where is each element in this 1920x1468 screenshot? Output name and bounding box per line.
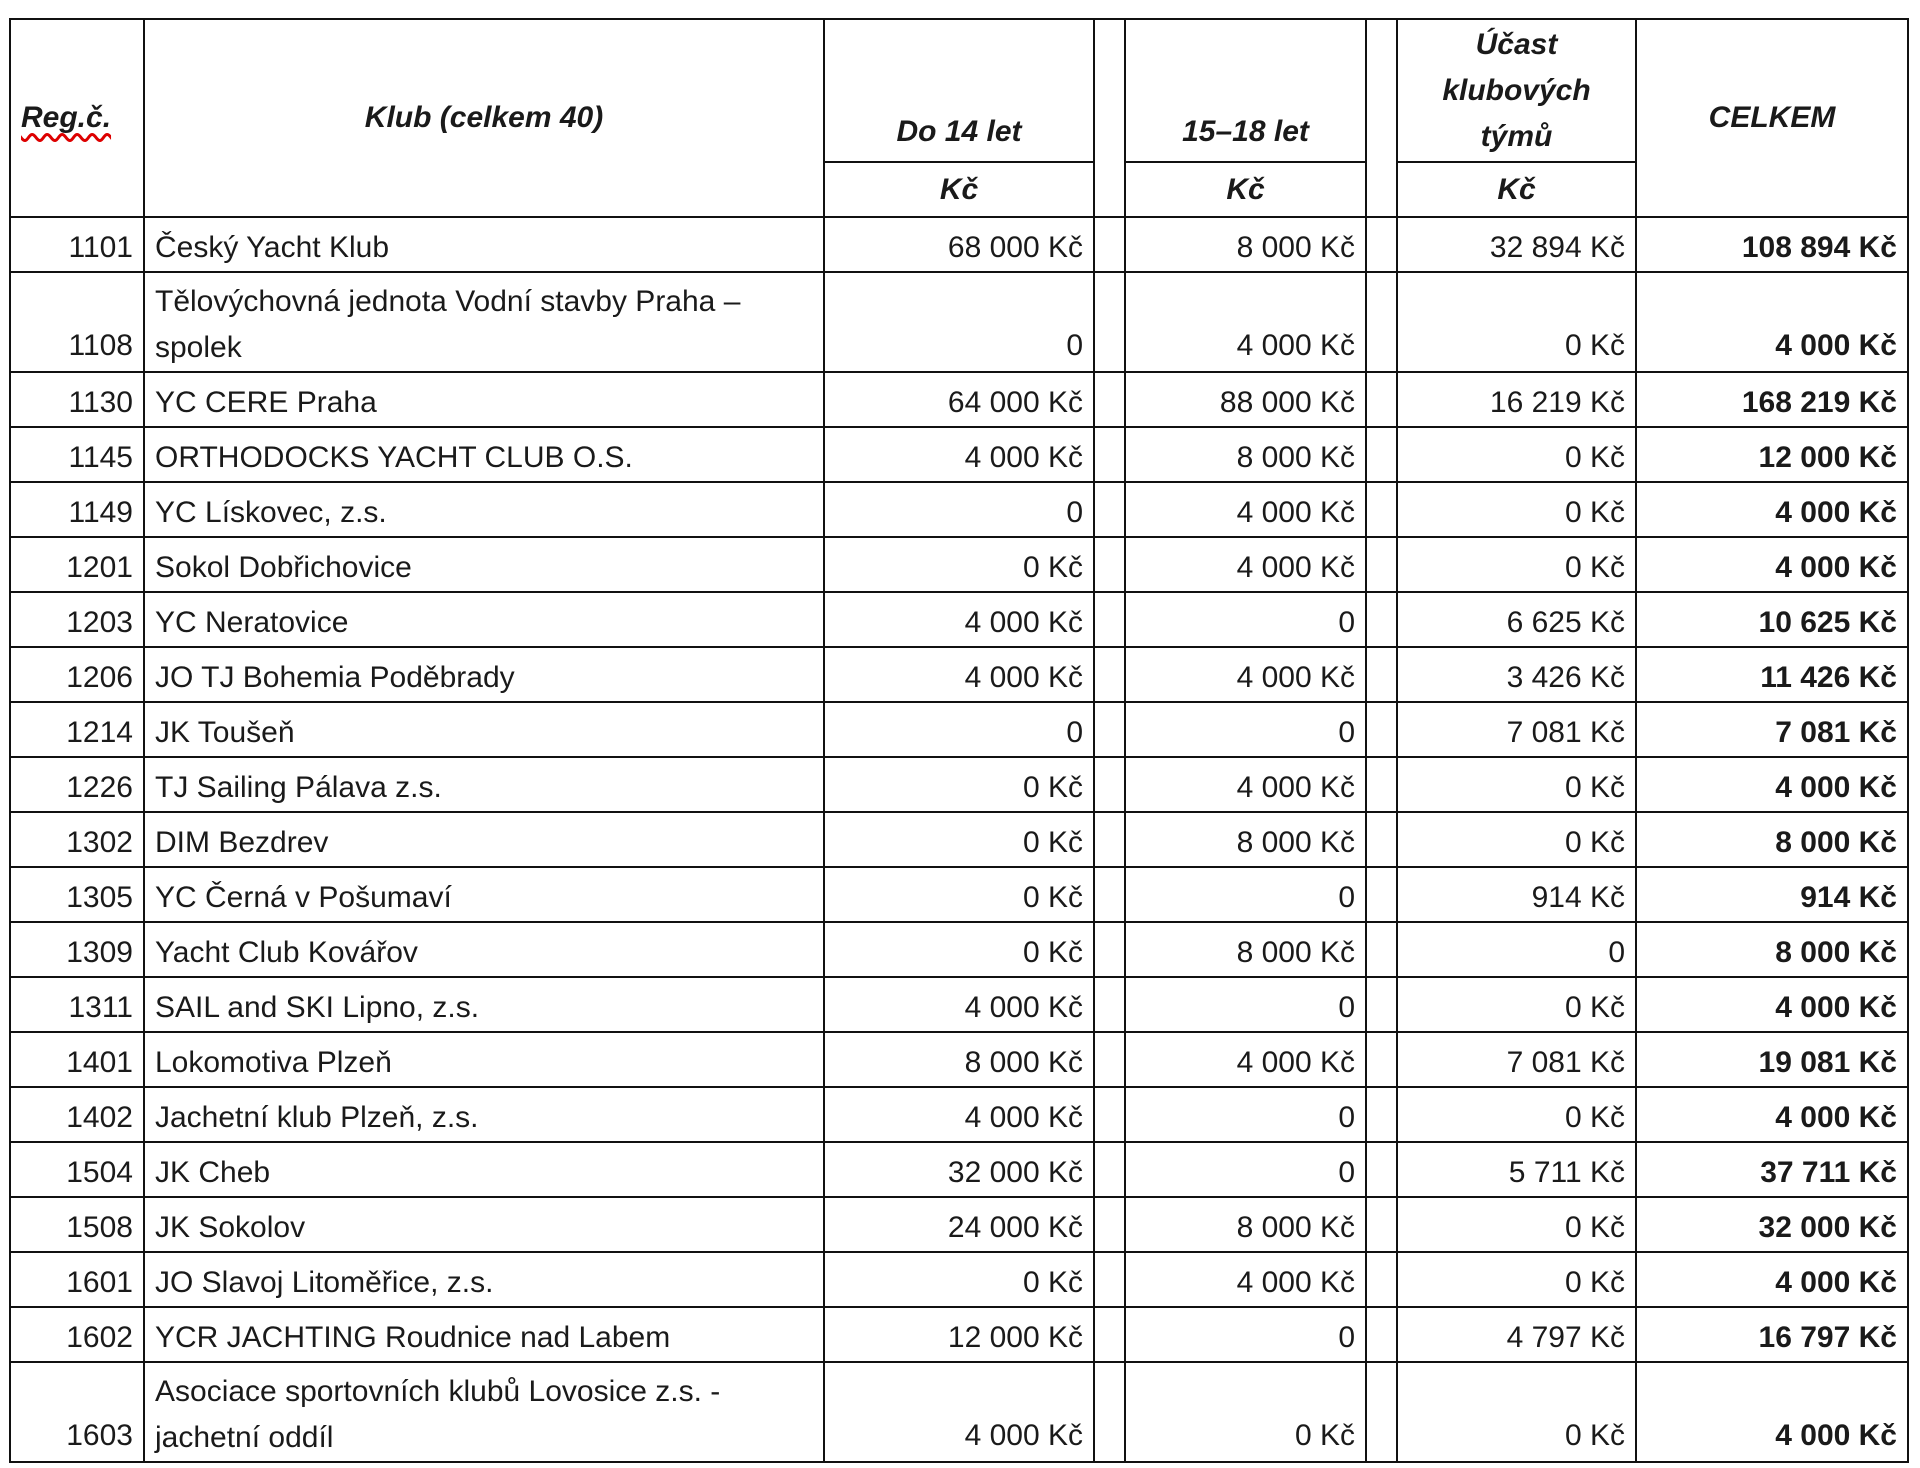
amount-under14: 32 000 Kč: [824, 1142, 1094, 1197]
amount-under14: 0 Kč: [824, 537, 1094, 592]
amount-15-18: 0: [1125, 702, 1366, 757]
club-name: YC Neratovice: [144, 592, 824, 647]
amount-total: 4 000 Kč: [1636, 482, 1908, 537]
amount-total: 4 000 Kč: [1636, 757, 1908, 812]
spacer-cell: [1094, 1032, 1125, 1087]
table-row: [10, 217, 1908, 272]
amount-team: 0 Kč: [1397, 537, 1636, 592]
amount-15-18: 4 000 Kč: [1125, 272, 1366, 372]
spacer-cell: [1094, 867, 1125, 922]
amount-15-18: 4 000 Kč: [1125, 537, 1366, 592]
amount-under14: 0 Kč: [824, 812, 1094, 867]
reg-number: 1206: [10, 647, 144, 702]
club-name: Český Yacht Klub: [144, 217, 824, 272]
amount-15-18: 4 000 Kč: [1125, 757, 1366, 812]
table-row: [10, 867, 1908, 922]
amount-team: 0 Kč: [1397, 272, 1636, 372]
club-name: Yacht Club Kovářov: [144, 922, 824, 977]
amount-team: 4 797 Kč: [1397, 1307, 1636, 1362]
spacer-cell: [1094, 217, 1125, 272]
amount-15-18: 8 000 Kč: [1125, 217, 1366, 272]
amount-15-18: 4 000 Kč: [1125, 1252, 1366, 1307]
amount-under14: 4 000 Kč: [824, 647, 1094, 702]
amount-team: 914 Kč: [1397, 867, 1636, 922]
table-row: [10, 812, 1908, 867]
spacer-cell: [1366, 537, 1397, 592]
reg-number: 1402: [10, 1087, 144, 1142]
amount-total: 914 Kč: [1636, 867, 1908, 922]
amount-under14: 0 Kč: [824, 867, 1094, 922]
spacer-cell: [1094, 1362, 1125, 1462]
amount-under14: 4 000 Kč: [824, 977, 1094, 1032]
amount-team: 0 Kč: [1397, 482, 1636, 537]
reg-number: 1214: [10, 702, 144, 757]
spacer-cell: [1366, 977, 1397, 1032]
amount-under14: 0: [824, 272, 1094, 372]
amount-team: 0: [1397, 922, 1636, 977]
reg-number: 1401: [10, 1032, 144, 1087]
amount-15-18: 4 000 Kč: [1125, 482, 1366, 537]
spacer-cell: [1094, 372, 1125, 427]
unit-15-18: Kč: [1125, 162, 1366, 217]
spacer-cell: [1094, 1252, 1125, 1307]
table-row: [10, 702, 1908, 757]
club-name: JK Cheb: [144, 1142, 824, 1197]
header-club: Klub (celkem 40): [144, 19, 824, 217]
spacer-cell: [1366, 1362, 1397, 1462]
amount-total: 4 000 Kč: [1636, 272, 1908, 372]
table-row: [10, 272, 1908, 372]
amount-total: 11 426 Kč: [1636, 647, 1908, 702]
reg-number: 1309: [10, 922, 144, 977]
spacer-cell: [1366, 1252, 1397, 1307]
amount-total: 7 081 Kč: [1636, 702, 1908, 757]
amount-15-18: 0: [1125, 1307, 1366, 1362]
table-row: [10, 1142, 1908, 1197]
amount-total: 37 711 Kč: [1636, 1142, 1908, 1197]
amount-total: 10 625 Kč: [1636, 592, 1908, 647]
spacer-cell: [1366, 1032, 1397, 1087]
header-under14: Do 14 let: [824, 19, 1094, 162]
amount-under14: 0 Kč: [824, 922, 1094, 977]
spacer-cell: [1366, 812, 1397, 867]
amount-total: 12 000 Kč: [1636, 427, 1908, 482]
amount-team: 0 Kč: [1397, 757, 1636, 812]
club-name: TJ Sailing Pálava z.s.: [144, 757, 824, 812]
amount-total: 8 000 Kč: [1636, 812, 1908, 867]
spacer-cell: [1366, 217, 1397, 272]
spacer-cell: [1366, 1142, 1397, 1197]
amount-15-18: 4 000 Kč: [1125, 1032, 1366, 1087]
spacer-cell: [1094, 1197, 1125, 1252]
amount-15-18: 8 000 Kč: [1125, 922, 1366, 977]
amount-team: 0 Kč: [1397, 1252, 1636, 1307]
club-name: Jachetní klub Plzeň, z.s.: [144, 1087, 824, 1142]
amount-15-18: 8 000 Kč: [1125, 812, 1366, 867]
amount-total: 19 081 Kč: [1636, 1032, 1908, 1087]
table-row: [10, 592, 1908, 647]
spacer-cell: [1366, 647, 1397, 702]
header-reg: Reg.č.: [10, 19, 144, 217]
amount-team: 0 Kč: [1397, 1087, 1636, 1142]
amount-15-18: 0: [1125, 1142, 1366, 1197]
spacer-cell: [1094, 812, 1125, 867]
spacer-cell: [1366, 702, 1397, 757]
spacer-cell: [1366, 1307, 1397, 1362]
spacer-cell: [1094, 592, 1125, 647]
amount-15-18: 88 000 Kč: [1125, 372, 1366, 427]
amount-total: 4 000 Kč: [1636, 977, 1908, 1032]
unit-under14: Kč: [824, 162, 1094, 217]
club-name: SAIL and SKI Lipno, z.s.: [144, 977, 824, 1032]
amount-15-18: 0: [1125, 977, 1366, 1032]
reg-number: 1508: [10, 1197, 144, 1252]
unit-team: Kč: [1397, 162, 1636, 217]
club-name: YC CERE Praha: [144, 372, 824, 427]
table-row: [10, 647, 1908, 702]
table-row: [10, 1087, 1908, 1142]
spacer-cell: [1366, 757, 1397, 812]
club-name: ORTHODOCKS YACHT CLUB O.S.: [144, 427, 824, 482]
table-row: [10, 427, 1908, 482]
reg-number: 1101: [10, 217, 144, 272]
amount-under14: 64 000 Kč: [824, 372, 1094, 427]
header-team: Účast klubových týmů: [1397, 19, 1636, 162]
amount-15-18: 0: [1125, 592, 1366, 647]
table-row: [10, 1307, 1908, 1362]
spacer-cell: [1366, 922, 1397, 977]
spacer-cell: [1094, 757, 1125, 812]
amount-under14: 0: [824, 482, 1094, 537]
club-name: YC Černá v Pošumaví: [144, 867, 824, 922]
amount-total: 168 219 Kč: [1636, 372, 1908, 427]
reg-number: 1149: [10, 482, 144, 537]
amount-15-18: 0 Kč: [1125, 1362, 1366, 1462]
spacer-column: [1094, 19, 1125, 217]
amount-team: 16 219 Kč: [1397, 372, 1636, 427]
reg-number: 1302: [10, 812, 144, 867]
amount-15-18: 4 000 Kč: [1125, 647, 1366, 702]
amount-team: 0 Kč: [1397, 1362, 1636, 1462]
amount-15-18: 0: [1125, 1087, 1366, 1142]
amount-under14: 68 000 Kč: [824, 217, 1094, 272]
amount-under14: 12 000 Kč: [824, 1307, 1094, 1362]
table-row: [10, 1362, 1908, 1462]
spacer-cell: [1366, 1197, 1397, 1252]
spacer-cell: [1366, 592, 1397, 647]
amount-team: 0 Kč: [1397, 977, 1636, 1032]
amount-team: 3 426 Kč: [1397, 647, 1636, 702]
club-name: YC Lískovec, z.s.: [144, 482, 824, 537]
amount-total: 32 000 Kč: [1636, 1197, 1908, 1252]
reg-number: 1145: [10, 427, 144, 482]
reg-number: 1311: [10, 977, 144, 1032]
club-name: DIM Bezdrev: [144, 812, 824, 867]
table-row: [10, 537, 1908, 592]
reg-number: 1108: [10, 272, 144, 372]
reg-number: 1201: [10, 537, 144, 592]
reg-number: 1504: [10, 1142, 144, 1197]
amount-under14: 4 000 Kč: [824, 1087, 1094, 1142]
amount-under14: 24 000 Kč: [824, 1197, 1094, 1252]
reg-number: 1226: [10, 757, 144, 812]
spacer-cell: [1094, 427, 1125, 482]
amount-under14: 0 Kč: [824, 1252, 1094, 1307]
amount-under14: 0 Kč: [824, 757, 1094, 812]
amount-15-18: 8 000 Kč: [1125, 1197, 1366, 1252]
amount-under14: 4 000 Kč: [824, 1362, 1094, 1462]
spacer-cell: [1366, 372, 1397, 427]
amount-15-18: 8 000 Kč: [1125, 427, 1366, 482]
club-name: JK Toušeň: [144, 702, 824, 757]
spacer-cell: [1094, 1087, 1125, 1142]
reg-number: 1203: [10, 592, 144, 647]
reg-number: 1130: [10, 372, 144, 427]
amount-total: 4 000 Kč: [1636, 1362, 1908, 1462]
header-total: CELKEM: [1636, 19, 1908, 217]
amount-15-18: 0: [1125, 867, 1366, 922]
spacer-column: [1366, 19, 1397, 217]
table-row: [10, 372, 1908, 427]
table-row: [10, 1197, 1908, 1252]
amount-team: 7 081 Kč: [1397, 702, 1636, 757]
amount-under14: 8 000 Kč: [824, 1032, 1094, 1087]
club-name: JO TJ Bohemia Poděbrady: [144, 647, 824, 702]
spacer-cell: [1366, 272, 1397, 372]
amount-under14: 4 000 Kč: [824, 427, 1094, 482]
club-name: Lokomotiva Plzeň: [144, 1032, 824, 1087]
spacer-cell: [1094, 922, 1125, 977]
spacer-cell: [1094, 537, 1125, 592]
table-row: [10, 977, 1908, 1032]
amount-team: 0 Kč: [1397, 427, 1636, 482]
table-row: [10, 482, 1908, 537]
reg-number: 1601: [10, 1252, 144, 1307]
club-name: YCR JACHTING Roudnice nad Labem: [144, 1307, 824, 1362]
spacer-cell: [1366, 482, 1397, 537]
club-funding-table: [9, 18, 1909, 1463]
spacer-cell: [1094, 977, 1125, 1032]
amount-team: 0 Kč: [1397, 812, 1636, 867]
club-name: Asociace sportovních klubů Lovosice z.s. - jachetní oddíl: [144, 1362, 824, 1462]
amount-total: 108 894 Kč: [1636, 217, 1908, 272]
amount-team: 6 625 Kč: [1397, 592, 1636, 647]
spacer-cell: [1094, 647, 1125, 702]
club-name: JO Slavoj Litoměřice, z.s.: [144, 1252, 824, 1307]
amount-team: 0 Kč: [1397, 1197, 1636, 1252]
club-name: JK Sokolov: [144, 1197, 824, 1252]
amount-total: 8 000 Kč: [1636, 922, 1908, 977]
reg-number: 1603: [10, 1362, 144, 1462]
amount-team: 32 894 Kč: [1397, 217, 1636, 272]
amount-total: 16 797 Kč: [1636, 1307, 1908, 1362]
club-name: Tělovýchovná jednota Vodní stavby Praha – spolek: [144, 272, 824, 372]
amount-total: 4 000 Kč: [1636, 537, 1908, 592]
spacer-cell: [1094, 702, 1125, 757]
amount-under14: 4 000 Kč: [824, 592, 1094, 647]
reg-number: 1602: [10, 1307, 144, 1362]
table-row: [10, 922, 1908, 977]
spacer-cell: [1094, 1307, 1125, 1362]
header-row: [10, 19, 1908, 162]
amount-total: 4 000 Kč: [1636, 1252, 1908, 1307]
table-row: [10, 1032, 1908, 1087]
amount-under14: 0: [824, 702, 1094, 757]
amount-total: 4 000 Kč: [1636, 1087, 1908, 1142]
amount-team: 5 711 Kč: [1397, 1142, 1636, 1197]
spacer-cell: [1366, 1087, 1397, 1142]
spacer-cell: [1094, 1142, 1125, 1197]
reg-number: 1305: [10, 867, 144, 922]
header-15-18: 15–18 let: [1125, 19, 1366, 162]
spacer-cell: [1094, 272, 1125, 372]
spacer-cell: [1366, 427, 1397, 482]
spacer-cell: [1094, 482, 1125, 537]
amount-team: 7 081 Kč: [1397, 1032, 1636, 1087]
club-name: Sokol Dobřichovice: [144, 537, 824, 592]
spacer-cell: [1366, 867, 1397, 922]
table-row: [10, 1252, 1908, 1307]
table-row: [10, 757, 1908, 812]
